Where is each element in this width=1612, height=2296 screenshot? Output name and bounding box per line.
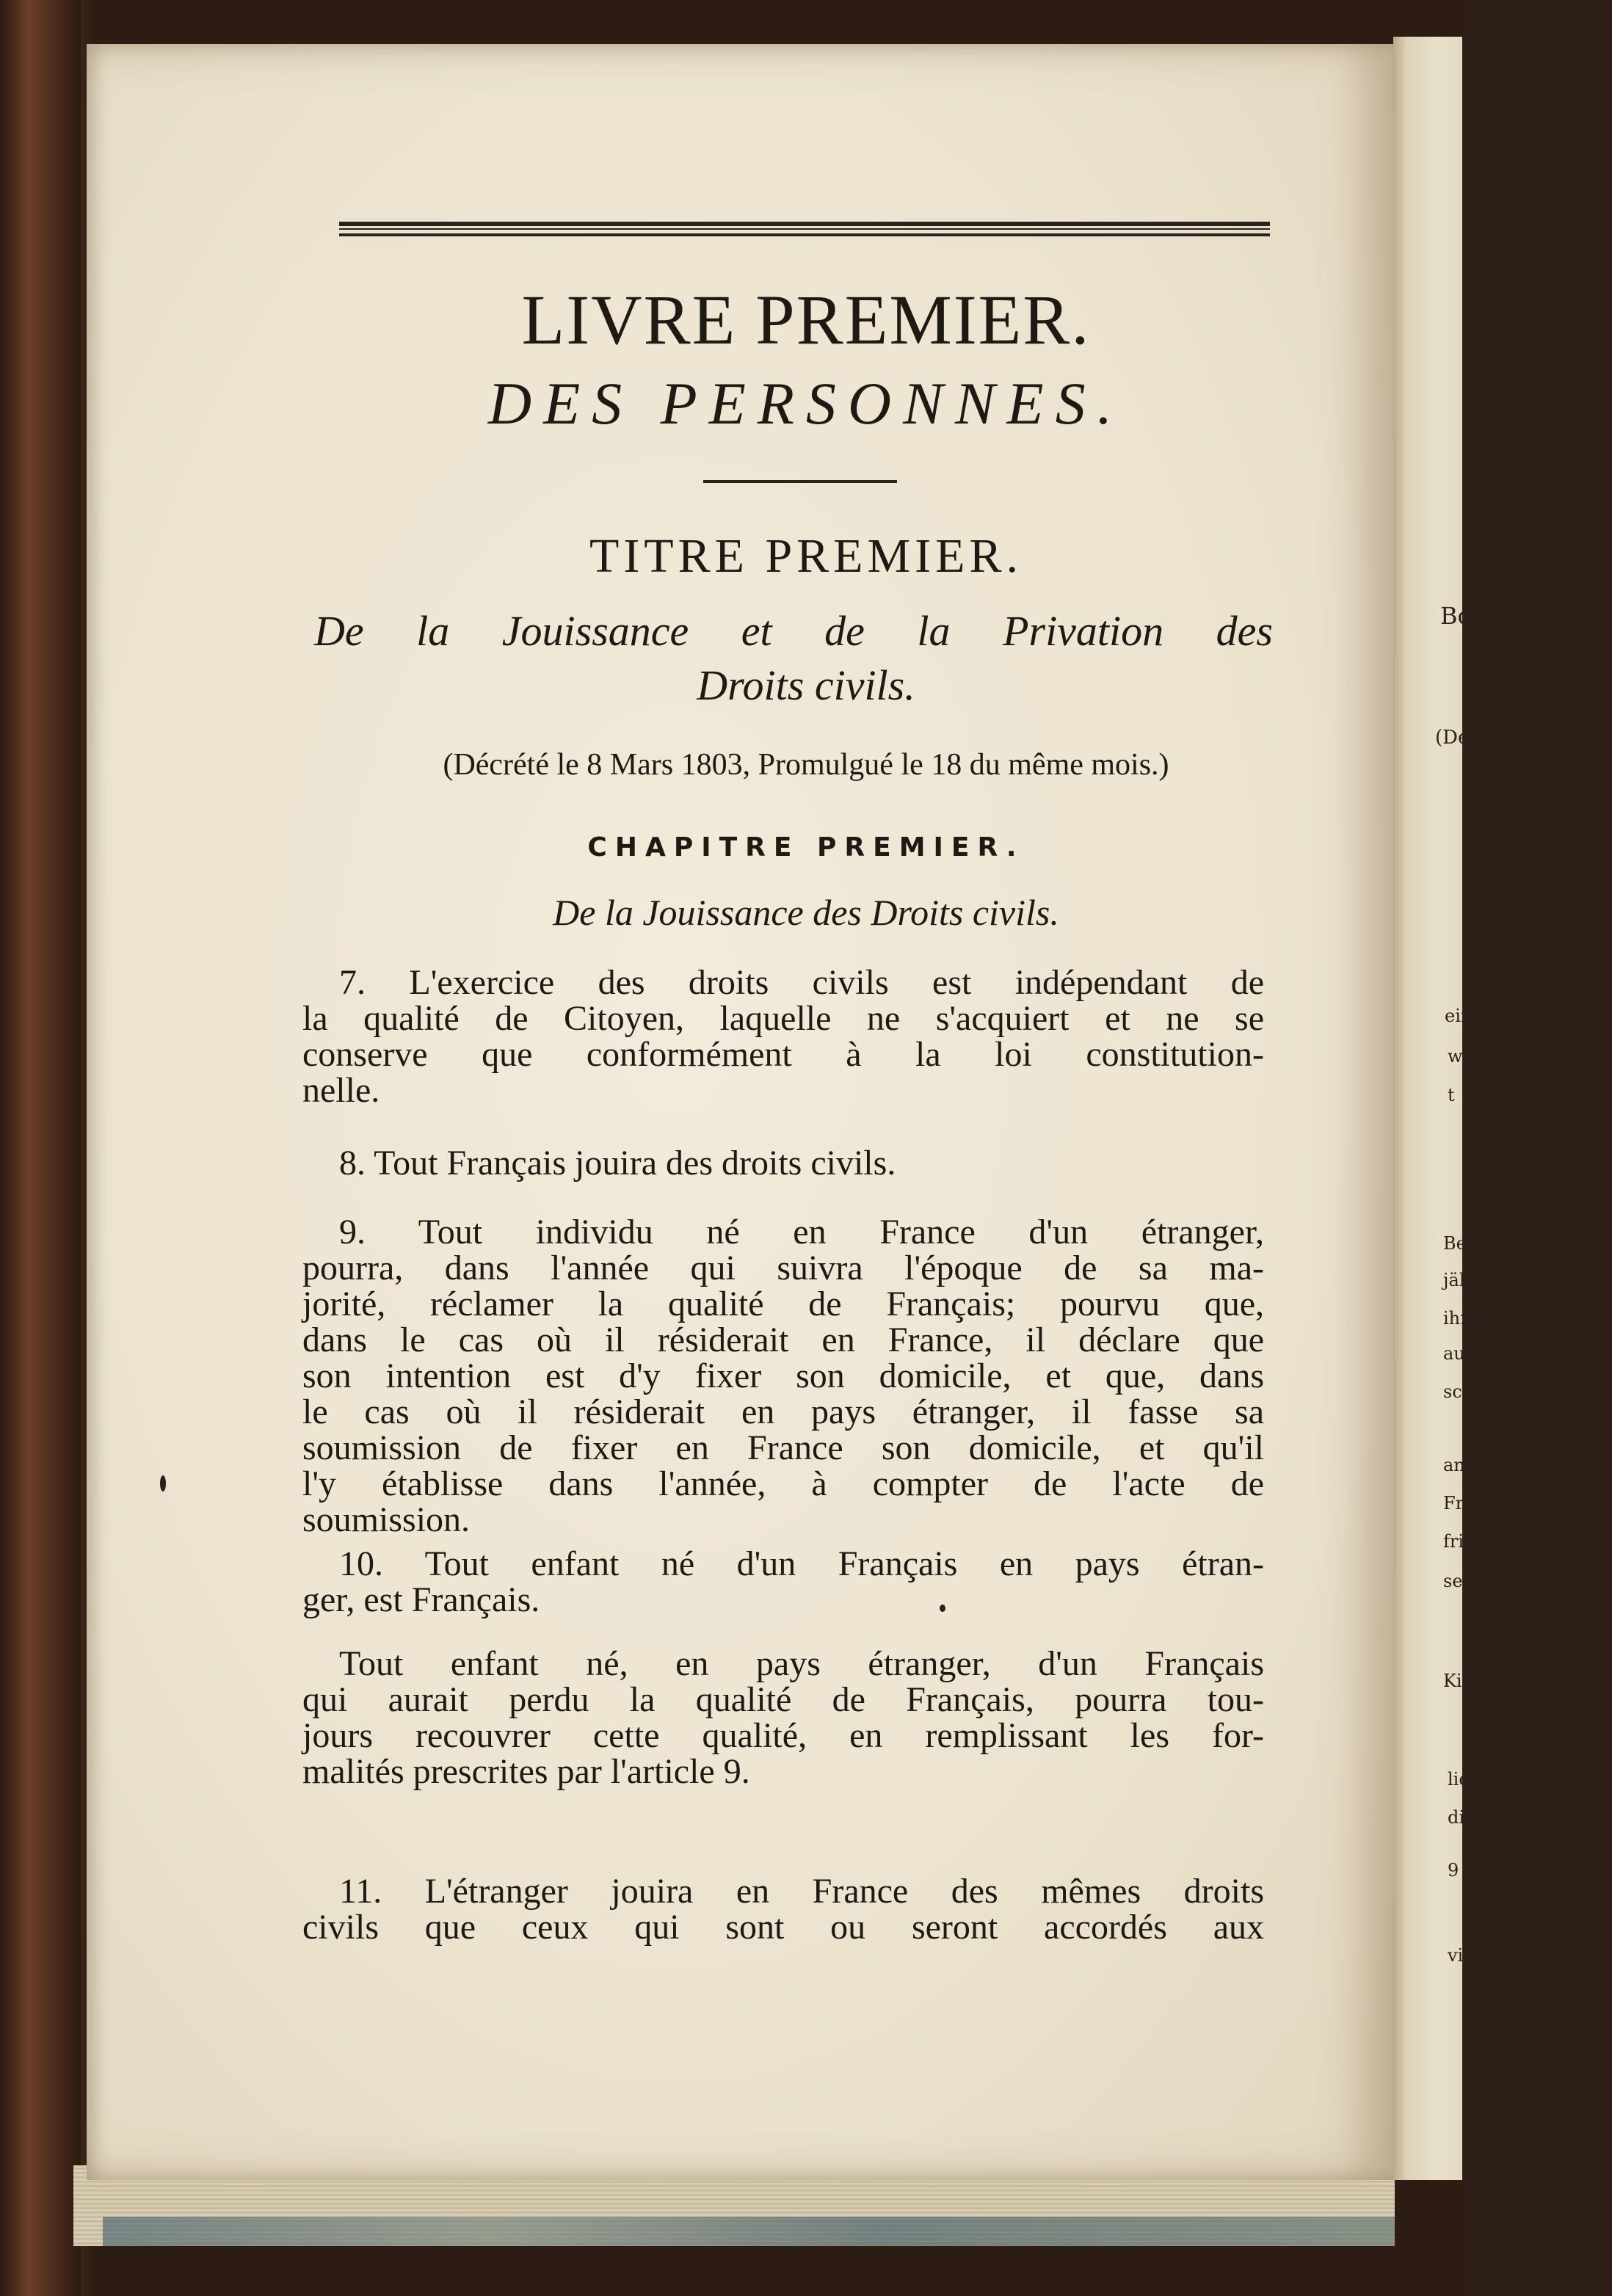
facing-fragment: Fr <box>1443 1493 1464 1514</box>
article-line: jorité, réclamer la qualité de Français; pourvu que, <box>302 1285 1264 1323</box>
section-divider <box>703 480 897 483</box>
article-line: 7. L'exercice des droits civils est indépendant de <box>339 963 1264 1002</box>
article-line: 10. Tout enfant né d'un Français en pays étran- <box>339 1544 1264 1583</box>
facing-fragment: ihre <box>1443 1308 1479 1329</box>
facing-fragment: selb <box>1443 1571 1480 1591</box>
facing-fragment: t <box>1448 1085 1455 1105</box>
article-line: le cas où il résiderait en pays étranger, il fasse sa <box>302 1392 1264 1431</box>
ink-speck <box>160 1475 166 1492</box>
facing-fragment: w <box>1448 1046 1463 1067</box>
chapitre-heading: CHAPITRE PREMIER. <box>587 832 1025 862</box>
article-8 <box>302 1145 1264 1181</box>
decree-note: (Décrété le 8 Mars 1803, Promulgué le 18 du même mois.) <box>443 748 1169 782</box>
facing-fragment: ein <box>1445 1006 1473 1026</box>
titre-subtitle-line-2: Droits civils. <box>697 661 915 709</box>
article-line: l'y établisse dans l'année, à compter de l'acte de <box>302 1464 1264 1503</box>
article-line: son intention est d'y fixer son domicile, et que, dans <box>302 1356 1264 1395</box>
marbled-edge <box>103 2217 1395 2246</box>
article-line: jours recouvrer cette qualité, en remplissant les for- <box>302 1716 1264 1755</box>
facing-fragment: Bo <box>1440 602 1472 630</box>
facing-fragment: lie <box>1448 1769 1470 1790</box>
header-rule <box>339 222 1270 236</box>
facing-fragment: an <box>1443 1455 1465 1475</box>
book-page <box>87 44 1393 2180</box>
article-7 <box>302 964 1264 1108</box>
article-10 <box>302 1546 1264 1618</box>
article-line: 9. Tout individu né en France d'un étranger, <box>339 1213 1264 1251</box>
ink-speck <box>940 1605 945 1612</box>
article-line: la qualité de Citoyen, laquelle ne s'acquiert et ne se <box>302 999 1264 1038</box>
article-11 <box>302 1873 1264 1945</box>
facing-fragment: jähr <box>1443 1270 1479 1290</box>
article-line: soumission de fixer en France son domicile, et qu'il <box>302 1428 1264 1467</box>
facing-fragment: vi <box>1448 1945 1464 1966</box>
book-title: LIVRE PREMIER. <box>521 280 1091 359</box>
facing-fragment: frie <box>1443 1531 1475 1552</box>
article-line: civils que ceux qui sont ou seront accordés aux <box>302 1908 1264 1947</box>
article-line: 8. Tout Français jouira des droits civils. <box>339 1144 896 1182</box>
article-line: pourra, dans l'année qui suivra l'époque de sa ma- <box>302 1249 1264 1287</box>
facing-fragment: (Def <box>1435 727 1476 749</box>
article-line: qui aurait perdu la qualité de Français, pourra tou- <box>302 1680 1264 1719</box>
article-line: dans le cas où il résiderait en France, il déclare que <box>302 1320 1264 1359</box>
article-line: Tout enfant né, en pays étranger, d'un Français <box>339 1644 1264 1683</box>
chapitre-subtitle: De la Jouissance des Droits civils. <box>553 892 1059 933</box>
facing-fragment: 9 <box>1448 1860 1459 1881</box>
article-line: nelle. <box>302 1071 380 1110</box>
article-line: conserve que conformément à la loi constitution- <box>302 1035 1264 1074</box>
article-9 <box>302 1214 1264 1538</box>
facing-fragment: Ber <box>1443 1233 1475 1254</box>
book-subtitle: DES PERSONNES. <box>487 370 1125 437</box>
article-line: 11. L'étranger jouira en France des mêmes droits <box>339 1872 1264 1911</box>
article-line: malités prescrites par l'article 9. <box>302 1752 750 1791</box>
facing-fragment: sch <box>1443 1381 1474 1402</box>
article-line: ger, est Français. <box>302 1580 540 1619</box>
article-10-continued <box>302 1646 1264 1790</box>
facing-fragment: di <box>1448 1807 1465 1828</box>
facing-fragment: Ki <box>1443 1671 1462 1691</box>
facing-fragment: auf <box>1443 1343 1472 1364</box>
article-line: soumission. <box>302 1500 471 1539</box>
titre-subtitle-line-1: De la Jouissance et de la Privation des <box>314 607 1273 655</box>
titre-heading: TITRE PREMIER. <box>589 529 1023 583</box>
